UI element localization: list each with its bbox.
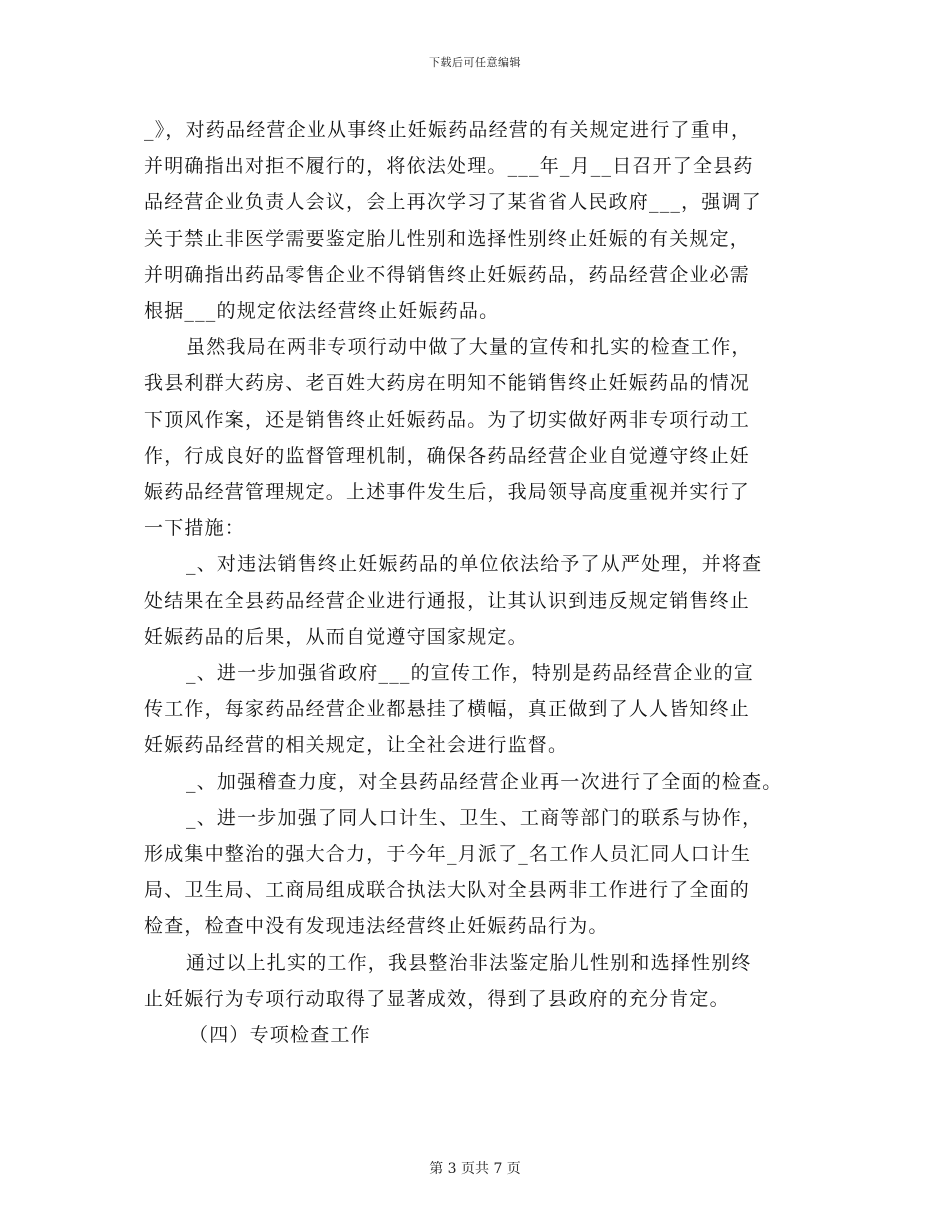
text-line: 止妊娠行为专项行动取得了显著成效，得到了县政府的充分肯定。 xyxy=(144,987,730,1010)
text-line: 并明确指出对拒不履行的，将依法处理。___年_月__日召开了全县药 xyxy=(144,155,754,178)
text-line: 妊娠药品的后果，从而自觉遵守国家规定。 xyxy=(144,625,528,648)
text-line: 关于禁止非医学需要鉴定胎儿性别和选择性别终止妊娠的有关规定， xyxy=(144,227,751,250)
text-line: 娠药品经营管理规定。上述事件发生后，我局领导高度重视并实行了 xyxy=(144,481,751,504)
text-line: 下顶风作案，还是销售终止妊娠药品。为了切实做好两非专项行动工 xyxy=(144,408,751,431)
body-text xyxy=(144,112,824,1053)
text-line: 处结果在全县药品经营企业进行通报，让其认识到违反规定销售终止 xyxy=(144,589,751,612)
text-line: 作，行成良好的监督管理机制，确保各药品经营企业自觉遵守终止妊 xyxy=(144,444,751,467)
section-heading: （四）专项检查工作 xyxy=(189,1024,371,1047)
text-line: 品经营企业负责人会议，会上再次学习了某省省人民政府___，强调了 xyxy=(144,191,762,214)
page-header: 下载后可任意编辑 xyxy=(429,56,521,69)
text-line: _》，对药品经营企业从事终止妊娠药品经营的有关规定进行了重申， xyxy=(144,119,752,141)
text-line: 形成集中整治的强大合力，于今年_月派了_名工作人员汇同人口计生 xyxy=(144,843,752,866)
text-line: 一下措施： xyxy=(144,517,246,540)
page-footer: 第 3 页共 7 页 xyxy=(429,1161,521,1177)
paragraph-start: _、加强稽查力度，对全县药品经营企业再一次进行了全面的检查。 xyxy=(186,770,783,793)
paragraph-start: _、进一步加强省政府___的宣传工作，特别是药品经营企业的宣 xyxy=(186,662,755,685)
paragraph-start: 通过以上扎实的工作，我县整治非法鉴定胎儿性别和选择性别终 xyxy=(186,951,752,974)
text-line: 妊娠药品经营的相关规定，让全社会进行监督。 xyxy=(144,734,569,757)
text-line: 并明确指出药品零售企业不得销售终止妊娠药品，药品经营企业必需 xyxy=(144,263,751,286)
text-line: 传工作，每家药品经营企业都悬挂了横幅，真正做到了人人皆知终止 xyxy=(144,698,751,721)
paragraph-start: 虽然我局在两非专项行动中做了大量的宣传和扎实的检查工作， xyxy=(186,336,752,359)
text-line: 根据___的规定依法经营终止妊娠药品。 xyxy=(144,300,500,323)
text-line: 局、卫生局、工商局组成联合执法大队对全县两非工作进行了全面的 xyxy=(144,879,751,902)
paragraph-start: _、进一步加强了同人口计生、卫生、工商等部门的联系与协作， xyxy=(186,806,763,829)
text-line: 检查，检查中没有发现违法经营终止妊娠药品行为。 xyxy=(144,915,609,938)
paragraph-start: _、对违法销售终止妊娠药品的单位依法给予了从严处理，并将查 xyxy=(186,553,763,576)
text-line: 我县利群大药房、老百姓大药房在明知不能销售终止妊娠药品的情况 xyxy=(144,372,751,395)
